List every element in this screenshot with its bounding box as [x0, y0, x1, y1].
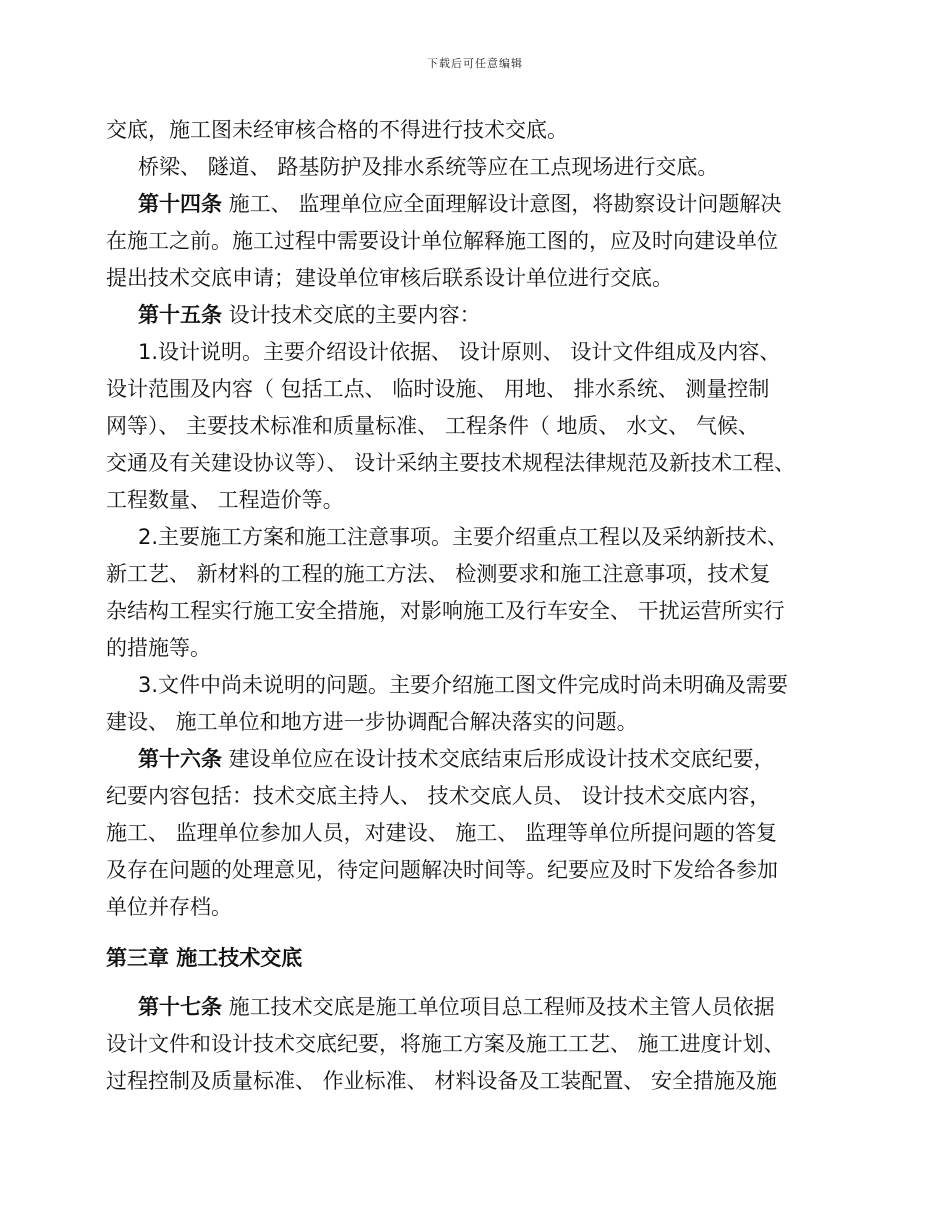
- article-16: [106, 741, 856, 926]
- list-text: 2.主要施工方案和施工注意事项。主要介绍重点工程以及采纳新技术、: [138, 525, 789, 549]
- article-text: 单位并存档。: [106, 895, 232, 919]
- list-text: 建设、 施工单位和地方进一步协调配合解决落实的问题。: [106, 710, 638, 734]
- list-text: 交通及有关建设协议等）、 设计采纳主要技术规程法律规范及新技术工程、: [106, 451, 796, 475]
- paragraph: 交底，施工图未经审核合格的不得进行技术交底。: [106, 118, 568, 142]
- list-item-2: [106, 519, 856, 667]
- article-text: 施工、 监理单位应全面理解设计意图，将勘察设计问题解决: [222, 192, 782, 216]
- article-17: [106, 989, 856, 1100]
- article-14: [106, 186, 856, 297]
- article-text: 在施工之前。施工过程中需要设计单位解释施工图的，应及时向建设单位: [106, 229, 778, 253]
- article-text: 设计文件和设计技术交底纪要，将施工方案及施工工艺、 施工进度计划、: [106, 1032, 785, 1056]
- list-text: 3.文件中尚未说明的问题。主要介绍施工图文件完成时尚未明确及需要: [138, 673, 789, 697]
- chapter-heading: 第三章 施工技术交底: [106, 946, 303, 970]
- list-text: 工程数量、 工程造价等。: [106, 488, 344, 512]
- article-text: 过程控制及质量标准、 作业标准、 材料设备及工装配置、 安全措施及施: [106, 1069, 778, 1093]
- article-label: 第十四条: [138, 192, 222, 216]
- article-text: 施工、 监理单位参加人员，对建设、 施工、 监理等单位所提问题的答复: [106, 821, 778, 845]
- page-header: 下载后可任意编辑: [427, 57, 523, 70]
- list-text: 1.设计说明。主要介绍设计依据、 设计原则、 设计文件组成及内容、: [138, 340, 781, 364]
- article-text: 建设单位应在设计技术交底结束后形成设计技术交底纪要，: [222, 747, 775, 771]
- list-text: 的措施等。: [106, 636, 211, 660]
- list-text: 设计范围及内容（ 包括工点、 临时设施、 用地、 排水系统、 测量控制: [106, 377, 770, 401]
- paragraph: 桥梁、 隧道、 路基防护及排水系统等应在工点现场进行交底。: [138, 155, 719, 179]
- list-item-3: [106, 667, 856, 741]
- list-text: 新工艺、 新材料的工程的施工方法、 检测要求和施工注意事项，技术复: [106, 562, 771, 586]
- article-label: 第十七条: [138, 995, 222, 1019]
- article-text: 提出技术交底申请；建设单位审核后联系设计单位进行交底。: [106, 266, 673, 290]
- article-text: 及存在问题的处理意见，待定问题解决时间等。纪要应及时下发给各参加: [106, 858, 778, 882]
- list-text: 杂结构工程实行施工安全措施，对影响施工及行车安全、 干扰运营所实行: [106, 599, 785, 623]
- article-text: 施工技术交底是施工单位项目总工程师及技术主管人员依据: [222, 995, 775, 1019]
- list-text: 网等）、 主要技术标准和质量标准、 工程条件（ 地质、 水文、 气候、: [106, 414, 759, 438]
- article-label: 第十五条: [138, 303, 222, 327]
- article-text: 纪要内容包括：技术交底主持人、 技术交底人员、 设计技术交底内容，: [106, 784, 771, 808]
- document-body: [106, 112, 856, 1100]
- article-15: [106, 297, 856, 334]
- article-text: 设计技术交底的主要内容：: [222, 303, 481, 327]
- article-label: 第十六条: [138, 747, 222, 771]
- list-item-1: [106, 334, 856, 519]
